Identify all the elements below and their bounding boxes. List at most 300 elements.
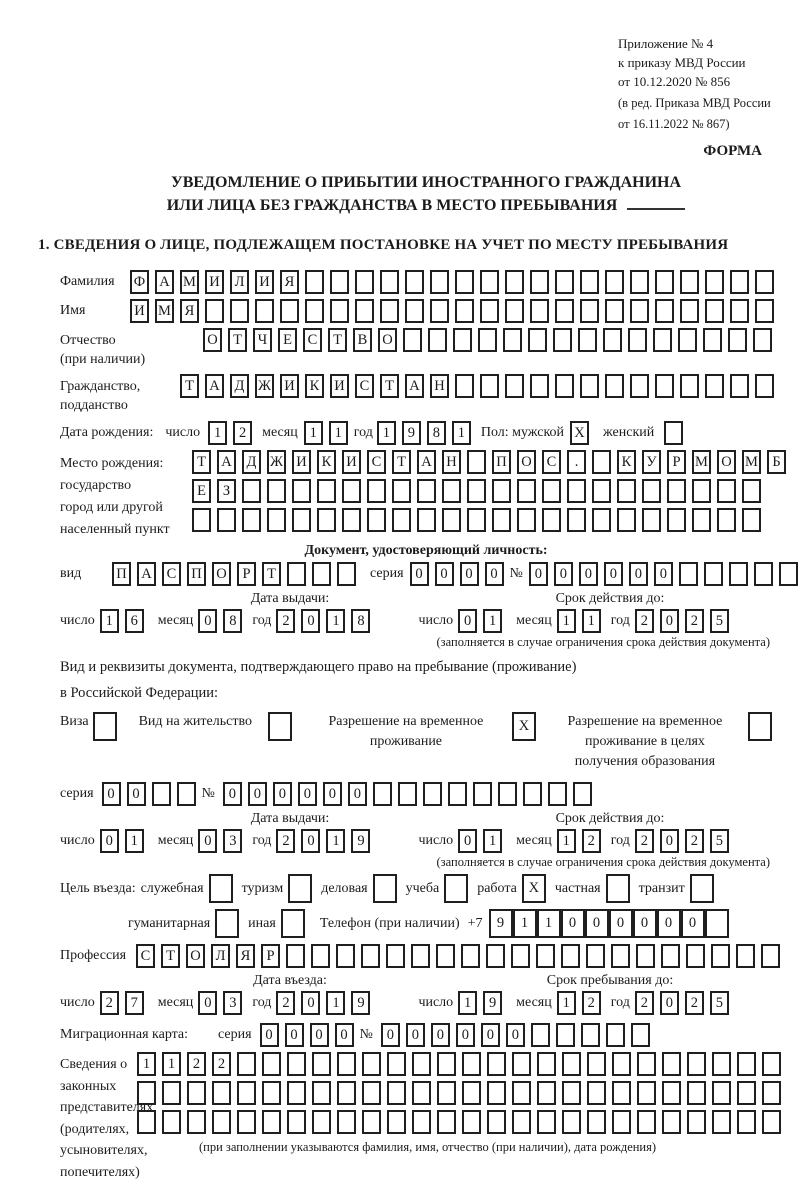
char-cell[interactable]: 1: [329, 421, 348, 445]
char-cell[interactable]: [262, 1110, 281, 1134]
char-cell[interactable]: [737, 1081, 756, 1105]
char-cell[interactable]: М: [692, 450, 711, 474]
char-cell[interactable]: [417, 508, 436, 532]
char-cell[interactable]: [423, 782, 442, 806]
char-cell[interactable]: [687, 1081, 706, 1105]
char-cell[interactable]: 2: [685, 609, 704, 633]
char-cell[interactable]: [503, 328, 522, 352]
char-cell[interactable]: М: [180, 270, 199, 294]
char-cell[interactable]: [655, 270, 674, 294]
char-cell[interactable]: [705, 270, 724, 294]
char-cell[interactable]: О: [203, 328, 222, 352]
char-cell[interactable]: 0: [660, 609, 679, 633]
char-cell[interactable]: В: [353, 328, 372, 352]
char-cell[interactable]: [362, 1052, 381, 1076]
char-cell[interactable]: [292, 479, 311, 503]
char-cell[interactable]: [637, 1110, 656, 1134]
char-cell[interactable]: [448, 782, 467, 806]
char-cell[interactable]: [362, 1081, 381, 1105]
char-cell[interactable]: [355, 299, 374, 323]
char-cell[interactable]: [268, 712, 292, 741]
char-cell[interactable]: [162, 1110, 181, 1134]
char-cell[interactable]: 6: [125, 609, 144, 633]
char-cell[interactable]: [680, 299, 699, 323]
char-cell[interactable]: [711, 944, 730, 968]
char-cell[interactable]: [362, 1110, 381, 1134]
char-cell[interactable]: К: [617, 450, 636, 474]
char-cell[interactable]: [637, 1081, 656, 1105]
char-cell[interactable]: 0: [285, 1023, 304, 1047]
char-cell[interactable]: 0: [310, 1023, 329, 1047]
char-cell[interactable]: [417, 479, 436, 503]
char-cell[interactable]: X: [570, 421, 589, 445]
char-cell[interactable]: Р: [667, 450, 686, 474]
char-cell[interactable]: [587, 1052, 606, 1076]
char-cell[interactable]: [630, 270, 649, 294]
char-cell[interactable]: [753, 328, 772, 352]
char-cell[interactable]: 0: [410, 562, 429, 586]
char-cell[interactable]: 0: [381, 1023, 400, 1047]
char-cell[interactable]: [312, 1081, 331, 1105]
char-cell[interactable]: [487, 1052, 506, 1076]
char-cell[interactable]: 8: [351, 609, 370, 633]
char-cell[interactable]: [592, 450, 611, 474]
char-cell[interactable]: 1: [137, 1052, 156, 1076]
char-cell[interactable]: [312, 1110, 331, 1134]
char-cell[interactable]: [662, 1081, 681, 1105]
char-cell[interactable]: 2: [276, 991, 295, 1015]
char-cell[interactable]: 0: [298, 782, 317, 806]
char-cell[interactable]: [336, 944, 355, 968]
char-cell[interactable]: С: [542, 450, 561, 474]
char-cell[interactable]: [473, 782, 492, 806]
char-cell[interactable]: [517, 479, 536, 503]
char-cell[interactable]: [467, 508, 486, 532]
char-cell[interactable]: [523, 782, 542, 806]
char-cell[interactable]: 2: [276, 829, 295, 853]
char-cell[interactable]: [412, 1110, 431, 1134]
char-cell[interactable]: [606, 874, 630, 903]
char-cell[interactable]: А: [137, 562, 156, 586]
char-cell[interactable]: [536, 944, 555, 968]
char-cell[interactable]: [680, 270, 699, 294]
char-cell[interactable]: [288, 874, 312, 903]
char-cell[interactable]: [355, 270, 374, 294]
char-cell[interactable]: 1: [483, 609, 502, 633]
char-cell[interactable]: 2: [635, 829, 654, 853]
char-cell[interactable]: [717, 479, 736, 503]
char-cell[interactable]: [430, 299, 449, 323]
char-cell[interactable]: 2: [685, 991, 704, 1015]
char-cell[interactable]: 0: [198, 609, 217, 633]
char-cell[interactable]: Т: [262, 562, 281, 586]
char-cell[interactable]: О: [212, 562, 231, 586]
char-cell[interactable]: [573, 782, 592, 806]
char-cell[interactable]: [217, 508, 236, 532]
char-cell[interactable]: [317, 508, 336, 532]
char-cell[interactable]: Т: [392, 450, 411, 474]
char-cell[interactable]: [655, 299, 674, 323]
char-cell[interactable]: 1: [452, 421, 471, 445]
char-cell[interactable]: [736, 944, 755, 968]
char-cell[interactable]: 0: [301, 609, 320, 633]
char-cell[interactable]: [462, 1110, 481, 1134]
char-cell[interactable]: [436, 944, 455, 968]
char-cell[interactable]: 0: [629, 562, 648, 586]
char-cell[interactable]: [387, 1110, 406, 1134]
char-cell[interactable]: [737, 1052, 756, 1076]
char-cell[interactable]: [712, 1052, 731, 1076]
char-cell[interactable]: 2: [233, 421, 252, 445]
char-cell[interactable]: [512, 1081, 531, 1105]
char-cell[interactable]: 1: [557, 609, 576, 633]
char-cell[interactable]: [437, 1052, 456, 1076]
char-cell[interactable]: И: [255, 270, 274, 294]
char-cell[interactable]: [686, 944, 705, 968]
char-cell[interactable]: [461, 944, 480, 968]
char-cell[interactable]: [192, 508, 211, 532]
char-cell[interactable]: 7: [125, 991, 144, 1015]
char-cell[interactable]: 0: [273, 782, 292, 806]
char-cell[interactable]: [337, 562, 356, 586]
char-cell[interactable]: [555, 270, 574, 294]
char-cell[interactable]: [578, 328, 597, 352]
char-cell[interactable]: Т: [380, 374, 399, 398]
char-cell[interactable]: И: [130, 299, 149, 323]
char-cell[interactable]: [478, 328, 497, 352]
char-cell[interactable]: С: [136, 944, 155, 968]
char-cell[interactable]: [605, 299, 624, 323]
char-cell[interactable]: [548, 782, 567, 806]
char-cell[interactable]: 0: [529, 562, 548, 586]
char-cell[interactable]: [177, 782, 196, 806]
char-cell[interactable]: [517, 508, 536, 532]
char-cell[interactable]: 0: [458, 829, 477, 853]
char-cell[interactable]: 1: [326, 609, 345, 633]
char-cell[interactable]: П: [492, 450, 511, 474]
char-cell[interactable]: 3: [223, 991, 242, 1015]
char-cell[interactable]: [287, 1052, 306, 1076]
char-cell[interactable]: [480, 270, 499, 294]
char-cell[interactable]: [392, 508, 411, 532]
char-cell[interactable]: К: [305, 374, 324, 398]
char-cell[interactable]: [728, 328, 747, 352]
char-cell[interactable]: [428, 328, 447, 352]
char-cell[interactable]: [286, 944, 305, 968]
char-cell[interactable]: М: [742, 450, 761, 474]
char-cell[interactable]: 2: [582, 829, 601, 853]
char-cell[interactable]: [373, 874, 397, 903]
char-cell[interactable]: [603, 328, 622, 352]
char-cell[interactable]: 0: [660, 991, 679, 1015]
char-cell[interactable]: [480, 374, 499, 398]
char-cell[interactable]: 0: [456, 1023, 475, 1047]
char-cell[interactable]: [342, 479, 361, 503]
char-cell[interactable]: [612, 1052, 631, 1076]
char-cell[interactable]: [312, 1052, 331, 1076]
char-cell[interactable]: 0: [127, 782, 146, 806]
char-cell[interactable]: [287, 562, 306, 586]
char-cell[interactable]: 0: [485, 562, 504, 586]
char-cell[interactable]: [680, 374, 699, 398]
char-cell[interactable]: 8: [223, 609, 242, 633]
char-cell[interactable]: 2: [685, 829, 704, 853]
char-cell[interactable]: 1: [458, 991, 477, 1015]
char-cell[interactable]: Л: [230, 270, 249, 294]
char-cell[interactable]: П: [112, 562, 131, 586]
char-cell[interactable]: 8: [427, 421, 446, 445]
title-blank-underline[interactable]: [627, 194, 685, 210]
char-cell[interactable]: 5: [710, 609, 729, 633]
char-cell[interactable]: 0: [506, 1023, 525, 1047]
char-cell[interactable]: Т: [328, 328, 347, 352]
char-cell[interactable]: [617, 508, 636, 532]
char-cell[interactable]: [262, 1081, 281, 1105]
char-cell[interactable]: [412, 1081, 431, 1105]
char-cell[interactable]: С: [367, 450, 386, 474]
char-cell[interactable]: [611, 944, 630, 968]
char-cell[interactable]: [712, 1110, 731, 1134]
char-cell[interactable]: [267, 479, 286, 503]
char-cell[interactable]: Т: [161, 944, 180, 968]
char-cell[interactable]: 0: [406, 1023, 425, 1047]
char-cell[interactable]: [705, 374, 724, 398]
char-cell[interactable]: 0: [198, 991, 217, 1015]
char-cell[interactable]: 0: [609, 909, 633, 938]
char-cell[interactable]: [292, 508, 311, 532]
char-cell[interactable]: [162, 1081, 181, 1105]
char-cell[interactable]: О: [717, 450, 736, 474]
char-cell[interactable]: [530, 270, 549, 294]
char-cell[interactable]: У: [642, 450, 661, 474]
char-cell[interactable]: 2: [582, 991, 601, 1015]
char-cell[interactable]: 1: [326, 829, 345, 853]
char-cell[interactable]: [230, 299, 249, 323]
char-cell[interactable]: [530, 299, 549, 323]
char-cell[interactable]: А: [155, 270, 174, 294]
char-cell[interactable]: [281, 909, 305, 938]
char-cell[interactable]: [387, 1052, 406, 1076]
char-cell[interactable]: [455, 270, 474, 294]
char-cell[interactable]: [567, 479, 586, 503]
char-cell[interactable]: И: [330, 374, 349, 398]
char-cell[interactable]: [704, 562, 723, 586]
char-cell[interactable]: [380, 299, 399, 323]
char-cell[interactable]: 1: [377, 421, 396, 445]
char-cell[interactable]: [687, 1110, 706, 1134]
char-cell[interactable]: 5: [710, 991, 729, 1015]
char-cell[interactable]: Т: [192, 450, 211, 474]
char-cell[interactable]: [430, 270, 449, 294]
char-cell[interactable]: 0: [657, 909, 681, 938]
char-cell[interactable]: [755, 374, 774, 398]
char-cell[interactable]: [730, 299, 749, 323]
char-cell[interactable]: [373, 782, 392, 806]
char-cell[interactable]: [567, 508, 586, 532]
char-cell[interactable]: 2: [276, 609, 295, 633]
char-cell[interactable]: [287, 1081, 306, 1105]
char-cell[interactable]: 0: [102, 782, 121, 806]
char-cell[interactable]: 1: [125, 829, 144, 853]
char-cell[interactable]: [437, 1110, 456, 1134]
char-cell[interactable]: [537, 1110, 556, 1134]
char-cell[interactable]: [317, 479, 336, 503]
char-cell[interactable]: Т: [180, 374, 199, 398]
char-cell[interactable]: 0: [323, 782, 342, 806]
char-cell[interactable]: [242, 479, 261, 503]
char-cell[interactable]: 0: [481, 1023, 500, 1047]
char-cell[interactable]: [729, 562, 748, 586]
char-cell[interactable]: [498, 782, 517, 806]
char-cell[interactable]: 0: [585, 909, 609, 938]
char-cell[interactable]: [586, 944, 605, 968]
char-cell[interactable]: [455, 374, 474, 398]
char-cell[interactable]: [605, 374, 624, 398]
char-cell[interactable]: [330, 270, 349, 294]
char-cell[interactable]: [152, 782, 171, 806]
char-cell[interactable]: [505, 270, 524, 294]
char-cell[interactable]: [587, 1110, 606, 1134]
char-cell[interactable]: [754, 562, 773, 586]
char-cell[interactable]: [405, 270, 424, 294]
char-cell[interactable]: 0: [604, 562, 623, 586]
char-cell[interactable]: Я: [280, 270, 299, 294]
char-cell[interactable]: [630, 374, 649, 398]
char-cell[interactable]: [330, 299, 349, 323]
char-cell[interactable]: [712, 1081, 731, 1105]
char-cell[interactable]: [662, 1110, 681, 1134]
char-cell[interactable]: 2: [212, 1052, 231, 1076]
char-cell[interactable]: Т: [228, 328, 247, 352]
char-cell[interactable]: 2: [635, 609, 654, 633]
char-cell[interactable]: [687, 1052, 706, 1076]
char-cell[interactable]: Д: [230, 374, 249, 398]
char-cell[interactable]: [187, 1110, 206, 1134]
char-cell[interactable]: [537, 1081, 556, 1105]
char-cell[interactable]: [455, 299, 474, 323]
char-cell[interactable]: А: [417, 450, 436, 474]
char-cell[interactable]: [606, 1023, 625, 1047]
char-cell[interactable]: [392, 479, 411, 503]
char-cell[interactable]: [93, 712, 117, 741]
char-cell[interactable]: [642, 508, 661, 532]
char-cell[interactable]: [748, 712, 772, 741]
char-cell[interactable]: [642, 479, 661, 503]
char-cell[interactable]: 0: [654, 562, 673, 586]
char-cell[interactable]: [605, 270, 624, 294]
char-cell[interactable]: [531, 1023, 550, 1047]
char-cell[interactable]: [411, 944, 430, 968]
char-cell[interactable]: [505, 374, 524, 398]
char-cell[interactable]: 1: [483, 829, 502, 853]
char-cell[interactable]: 0: [301, 991, 320, 1015]
char-cell[interactable]: И: [205, 270, 224, 294]
char-cell[interactable]: С: [303, 328, 322, 352]
char-cell[interactable]: 2: [100, 991, 119, 1015]
char-cell[interactable]: Ж: [267, 450, 286, 474]
char-cell[interactable]: Р: [237, 562, 256, 586]
char-cell[interactable]: [205, 299, 224, 323]
char-cell[interactable]: [487, 1081, 506, 1105]
char-cell[interactable]: 9: [483, 991, 502, 1015]
char-cell[interactable]: [528, 328, 547, 352]
char-cell[interactable]: [467, 450, 486, 474]
char-cell[interactable]: [255, 299, 274, 323]
char-cell[interactable]: А: [405, 374, 424, 398]
char-cell[interactable]: [662, 1052, 681, 1076]
char-cell[interactable]: 0: [301, 829, 320, 853]
char-cell[interactable]: [337, 1110, 356, 1134]
char-cell[interactable]: 0: [431, 1023, 450, 1047]
char-cell[interactable]: [762, 1110, 781, 1134]
char-cell[interactable]: [242, 508, 261, 532]
char-cell[interactable]: Е: [192, 479, 211, 503]
char-cell[interactable]: М: [155, 299, 174, 323]
char-cell[interactable]: [398, 782, 417, 806]
char-cell[interactable]: 1: [537, 909, 561, 938]
char-cell[interactable]: [437, 1081, 456, 1105]
char-cell[interactable]: [480, 299, 499, 323]
char-cell[interactable]: [380, 270, 399, 294]
char-cell[interactable]: [337, 1052, 356, 1076]
char-cell[interactable]: [630, 299, 649, 323]
char-cell[interactable]: Б: [767, 450, 786, 474]
char-cell[interactable]: 0: [335, 1023, 354, 1047]
char-cell[interactable]: [367, 479, 386, 503]
char-cell[interactable]: [367, 508, 386, 532]
char-cell[interactable]: [267, 508, 286, 532]
char-cell[interactable]: [215, 909, 239, 938]
char-cell[interactable]: 1: [162, 1052, 181, 1076]
char-cell[interactable]: [705, 909, 729, 938]
char-cell[interactable]: 1: [557, 829, 576, 853]
char-cell[interactable]: Е: [278, 328, 297, 352]
char-cell[interactable]: [661, 944, 680, 968]
char-cell[interactable]: [617, 479, 636, 503]
char-cell[interactable]: [581, 1023, 600, 1047]
char-cell[interactable]: [742, 508, 761, 532]
char-cell[interactable]: О: [378, 328, 397, 352]
char-cell[interactable]: 1: [513, 909, 537, 938]
char-cell[interactable]: [487, 1110, 506, 1134]
char-cell[interactable]: 0: [460, 562, 479, 586]
char-cell[interactable]: [580, 374, 599, 398]
char-cell[interactable]: Н: [430, 374, 449, 398]
char-cell[interactable]: [137, 1110, 156, 1134]
char-cell[interactable]: [580, 270, 599, 294]
char-cell[interactable]: [592, 479, 611, 503]
char-cell[interactable]: [305, 270, 324, 294]
char-cell[interactable]: [612, 1110, 631, 1134]
char-cell[interactable]: [311, 944, 330, 968]
char-cell[interactable]: [730, 374, 749, 398]
char-cell[interactable]: [562, 1052, 581, 1076]
char-cell[interactable]: [587, 1081, 606, 1105]
char-cell[interactable]: Я: [236, 944, 255, 968]
char-cell[interactable]: Ч: [253, 328, 272, 352]
char-cell[interactable]: [442, 479, 461, 503]
char-cell[interactable]: [212, 1110, 231, 1134]
char-cell[interactable]: 0: [348, 782, 367, 806]
char-cell[interactable]: [412, 1052, 431, 1076]
char-cell[interactable]: [212, 1081, 231, 1105]
char-cell[interactable]: 9: [351, 829, 370, 853]
char-cell[interactable]: 1: [208, 421, 227, 445]
char-cell[interactable]: И: [342, 450, 361, 474]
char-cell[interactable]: [530, 374, 549, 398]
char-cell[interactable]: 9: [489, 909, 513, 938]
char-cell[interactable]: [562, 1110, 581, 1134]
